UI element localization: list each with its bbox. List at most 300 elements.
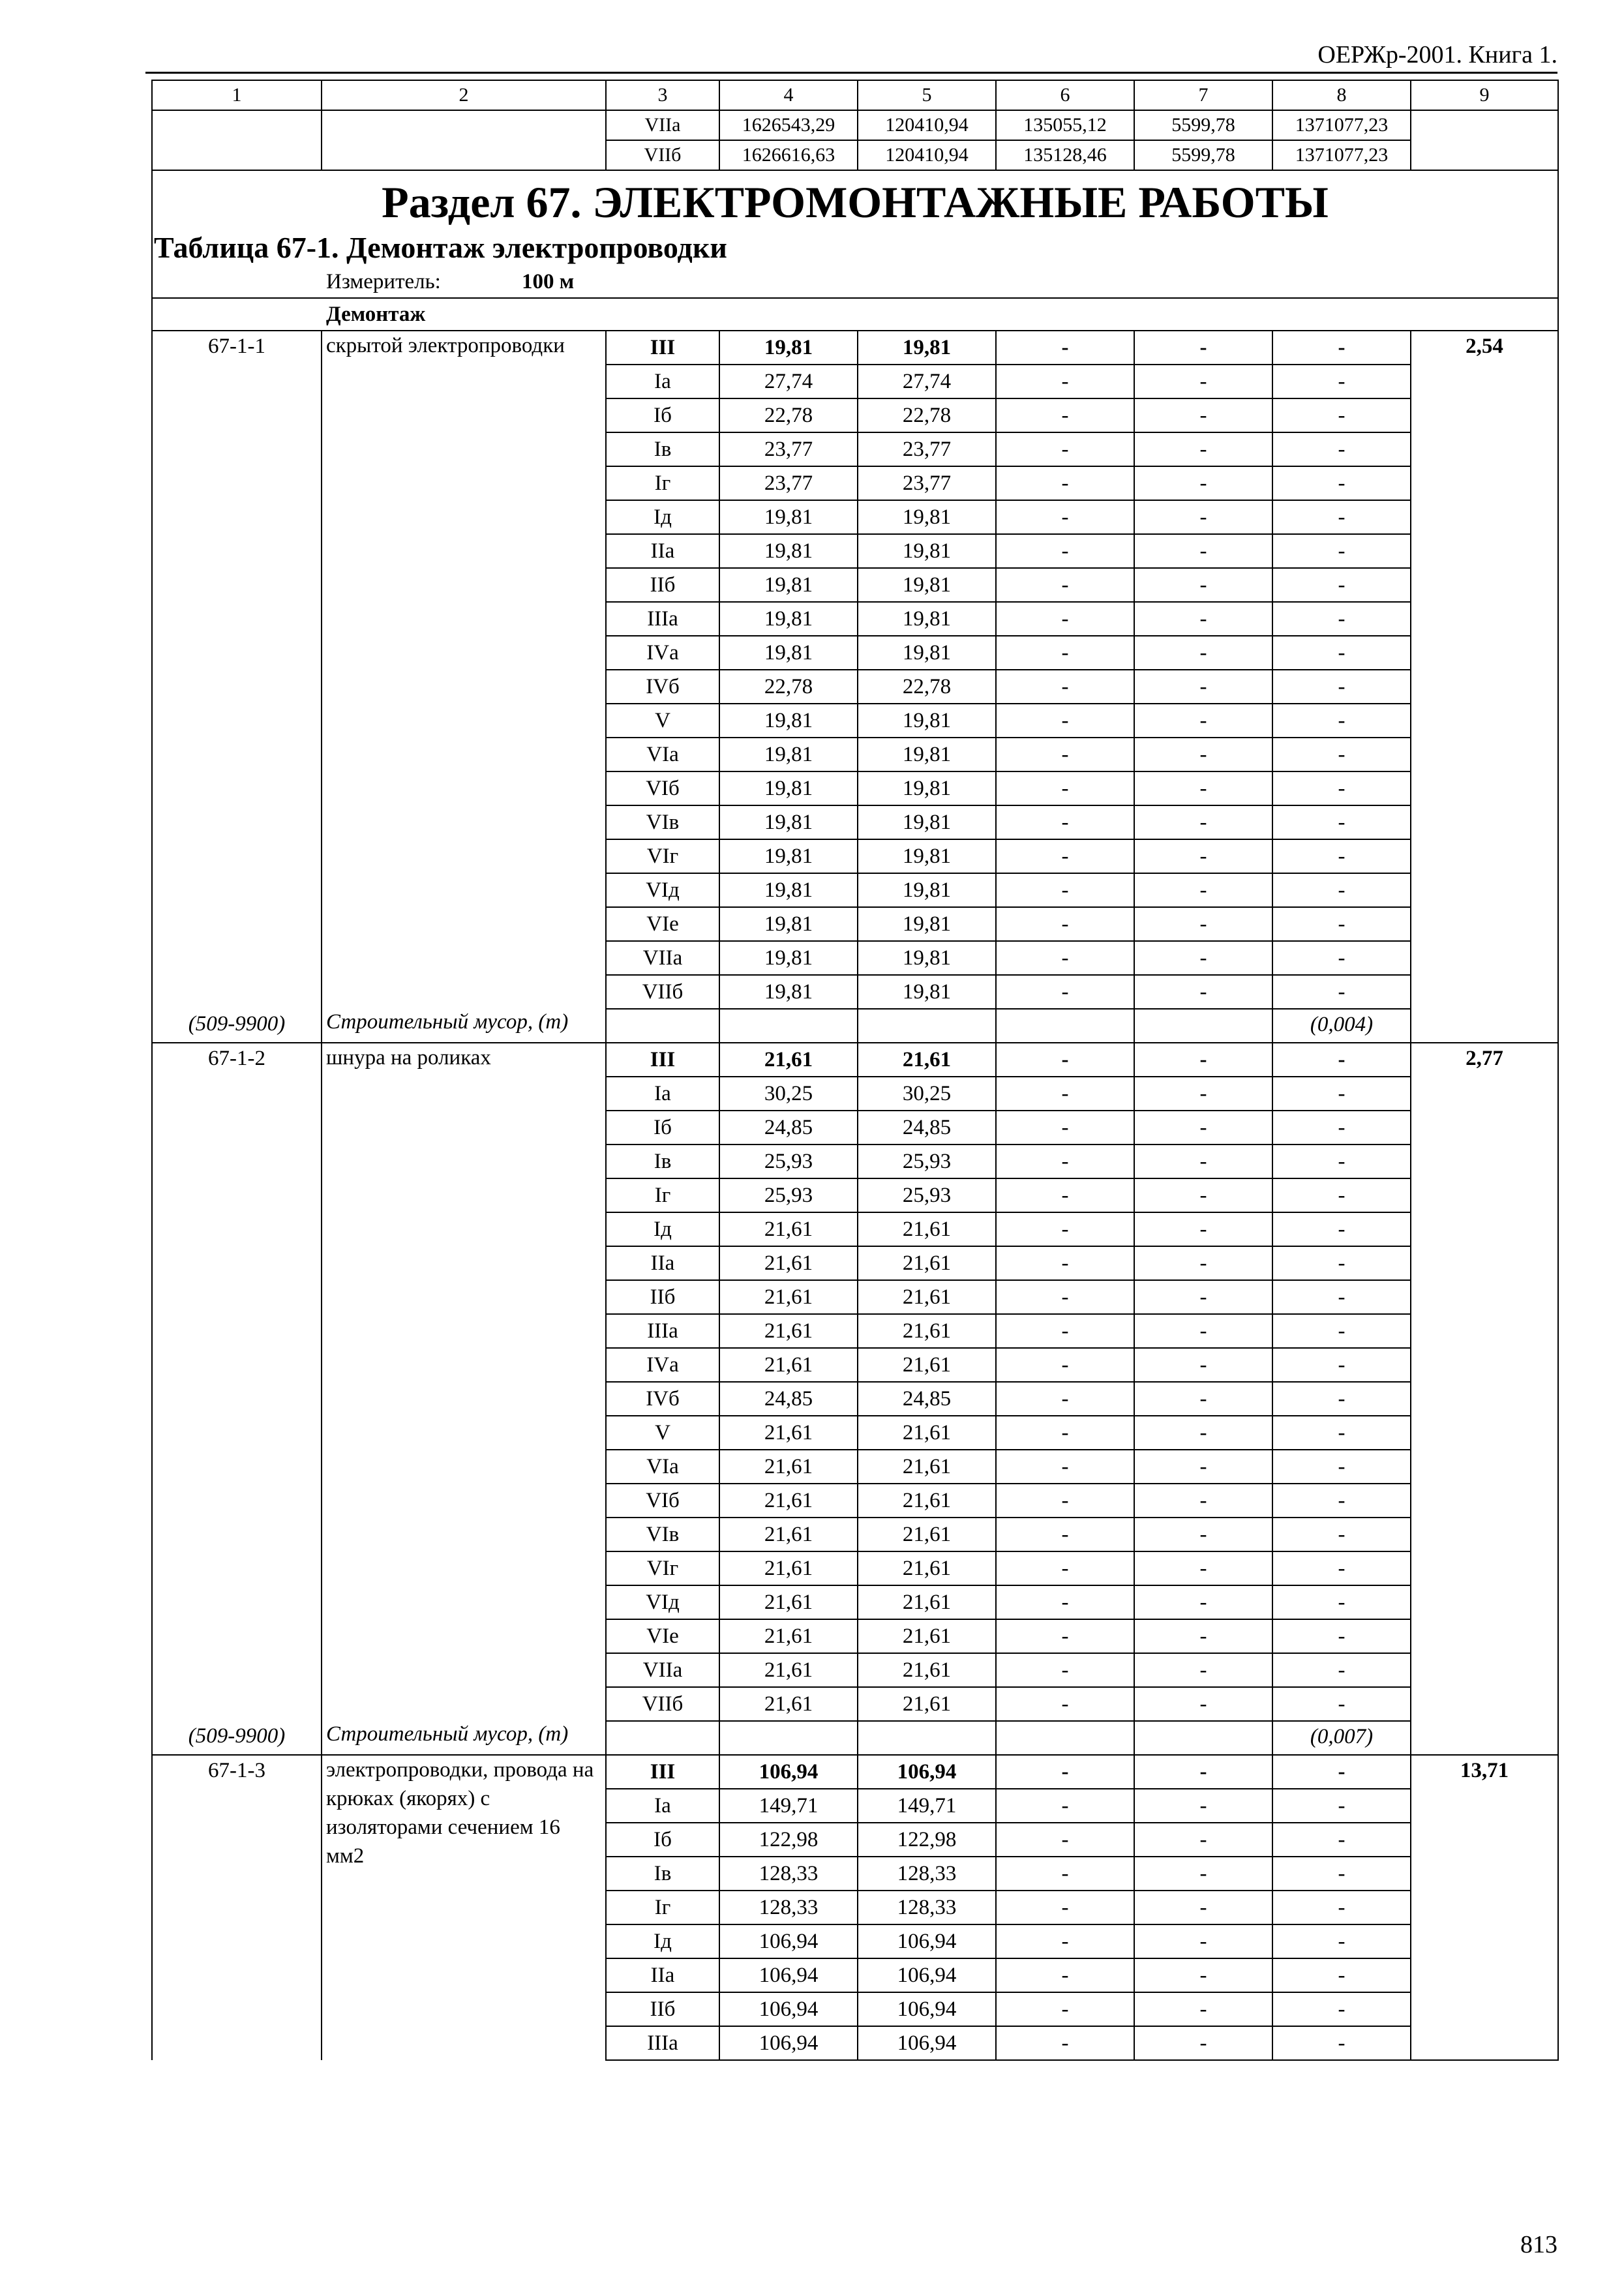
value-cell: 21,61 (719, 1450, 858, 1484)
value-cell: - (1272, 873, 1411, 907)
value-cell: 21,61 (858, 1450, 996, 1484)
value-cell: 19,81 (858, 704, 996, 738)
value-cell: 128,33 (858, 1857, 996, 1891)
zone-cell: Iб (606, 1823, 719, 1857)
value-cell: - (996, 1518, 1134, 1551)
value-cell: - (1272, 1551, 1411, 1585)
zone-cell: VIIб (606, 975, 719, 1009)
value-cell: - (996, 1924, 1134, 1958)
zone-cell: IVб (606, 670, 719, 704)
value-cell: - (1134, 1958, 1272, 1992)
empty-cell (152, 110, 322, 170)
zone-cell: Iа (606, 1789, 719, 1823)
page-header: ОЕРЖр-2001. Книга 1. (145, 40, 1557, 74)
value-cell: - (1272, 1619, 1411, 1653)
value-cell: - (1134, 1178, 1272, 1212)
table-cell: 135128,46 (996, 140, 1134, 170)
table-cell: 5599,78 (1134, 110, 1272, 140)
value-cell: - (1272, 1314, 1411, 1348)
value-cell: - (1272, 738, 1411, 771)
zone-cell: VIIа (606, 941, 719, 975)
empty-cell (996, 1009, 1134, 1043)
zone-cell: VIIб (606, 1687, 719, 1721)
value-cell: - (996, 568, 1134, 602)
table-title-row (152, 230, 1558, 266)
value-cell: - (1272, 1857, 1411, 1891)
value-cell: - (1272, 1144, 1411, 1178)
value-cell: 30,25 (858, 1077, 996, 1111)
value-cell: 19,81 (719, 839, 858, 873)
empty-cell (606, 1009, 719, 1043)
value-cell: - (1272, 1246, 1411, 1280)
value-cell: - (1134, 1518, 1272, 1551)
item-total: 13,71 (1411, 1755, 1558, 2060)
value-cell: - (1272, 1043, 1411, 1077)
value-cell: - (1134, 331, 1272, 365)
value-cell: 19,81 (858, 568, 996, 602)
value-cell: 21,61 (858, 1043, 996, 1077)
value-cell: - (1272, 2026, 1411, 2060)
value-cell: - (996, 1992, 1134, 2026)
value-cell: - (1272, 1789, 1411, 1823)
value-cell: - (996, 1077, 1134, 1111)
value-cell: 25,93 (858, 1178, 996, 1212)
zone-cell: VIа (606, 1450, 719, 1484)
column-number: 8 (1272, 80, 1411, 110)
waste-name: Строительный мусор, (т) (322, 1009, 606, 1043)
value-cell: - (1134, 1924, 1272, 1958)
value-cell: - (1272, 602, 1411, 636)
value-cell: - (1134, 534, 1272, 568)
value-cell: - (996, 1280, 1134, 1314)
empty-cell (322, 110, 606, 170)
item-total: 2,54 (1411, 331, 1558, 1043)
zone-cell: Iв (606, 1144, 719, 1178)
value-cell: - (1134, 738, 1272, 771)
value-cell: - (996, 1314, 1134, 1348)
value-cell: - (996, 839, 1134, 873)
value-cell: 21,61 (719, 1518, 858, 1551)
value-cell: 106,94 (719, 2026, 858, 2060)
value-cell: - (1272, 1382, 1411, 1416)
value-cell: - (996, 704, 1134, 738)
value-cell: - (1272, 670, 1411, 704)
value-cell: - (1272, 941, 1411, 975)
value-cell: - (1272, 839, 1411, 873)
value-cell: - (1134, 1551, 1272, 1585)
column-number: 7 (1134, 80, 1272, 110)
value-cell: - (1134, 1619, 1272, 1653)
value-cell: - (996, 2026, 1134, 2060)
measure-value: 100 м (522, 270, 575, 293)
value-cell: 19,81 (858, 534, 996, 568)
table-cell: 5599,78 (1134, 140, 1272, 170)
value-cell: - (1272, 1653, 1411, 1687)
value-cell: - (1134, 500, 1272, 534)
zone-cell: Iд (606, 1924, 719, 1958)
value-cell: 106,94 (719, 1958, 858, 1992)
value-cell: - (1272, 1450, 1411, 1484)
value-cell: 25,93 (858, 1144, 996, 1178)
zone-cell: Iд (606, 1212, 719, 1246)
value-cell: 19,81 (719, 738, 858, 771)
value-cell: - (1134, 1992, 1272, 2026)
value-cell: 19,81 (719, 873, 858, 907)
value-cell: 106,94 (858, 1958, 996, 1992)
value-cell: - (1134, 941, 1272, 975)
value-cell: 19,81 (858, 907, 996, 941)
value-cell: - (1272, 1348, 1411, 1382)
value-cell: 21,61 (719, 1687, 858, 1721)
value-cell: 19,81 (858, 941, 996, 975)
column-number-row (152, 80, 1558, 110)
value-cell: - (1134, 1891, 1272, 1924)
zone-cell: IVа (606, 1348, 719, 1382)
value-cell: - (1134, 2026, 1272, 2060)
column-number: 5 (858, 80, 996, 110)
value-cell: - (1134, 805, 1272, 839)
value-cell: - (996, 1585, 1134, 1619)
value-cell: 22,78 (719, 670, 858, 704)
value-cell: - (996, 1382, 1134, 1416)
measure-row (152, 266, 1558, 298)
value-cell: 23,77 (719, 466, 858, 500)
empty-cell (1411, 110, 1558, 170)
value-cell: 30,25 (719, 1077, 858, 1111)
value-cell: - (1134, 1857, 1272, 1891)
value-cell: 21,61 (719, 1212, 858, 1246)
value-cell: - (996, 1857, 1134, 1891)
value-cell: 23,77 (858, 466, 996, 500)
value-cell: 19,81 (858, 636, 996, 670)
value-cell: - (1272, 975, 1411, 1009)
value-cell: - (1272, 1280, 1411, 1314)
value-cell: - (1134, 568, 1272, 602)
value-cell: - (1272, 1484, 1411, 1518)
norms-table-container (151, 80, 1557, 2061)
value-cell: - (1272, 704, 1411, 738)
value-cell: 19,81 (719, 907, 858, 941)
value-cell: 22,78 (858, 398, 996, 432)
value-cell: - (1272, 907, 1411, 941)
value-cell: - (996, 602, 1134, 636)
zone-cell: Iг (606, 1891, 719, 1924)
value-cell: - (996, 1212, 1134, 1246)
value-cell: 19,81 (719, 636, 858, 670)
column-number: 4 (719, 80, 858, 110)
table-cell: VIIб (606, 140, 719, 170)
waste-code: (509-9900) (152, 1009, 322, 1043)
value-cell: - (1134, 771, 1272, 805)
empty-cell (719, 1721, 858, 1755)
value-cell: - (1134, 432, 1272, 466)
value-cell: 21,61 (719, 1043, 858, 1077)
value-cell: 19,81 (858, 602, 996, 636)
value-cell: - (1272, 1077, 1411, 1111)
value-cell: 21,61 (719, 1653, 858, 1687)
value-cell: 21,61 (858, 1484, 996, 1518)
value-cell: 19,81 (719, 568, 858, 602)
value-cell: - (996, 331, 1134, 365)
value-cell: 21,61 (719, 1246, 858, 1280)
value-cell: 19,81 (858, 805, 996, 839)
zone-cell: VIIа (606, 1653, 719, 1687)
value-cell: 21,61 (719, 1314, 858, 1348)
table-cell: 120410,94 (858, 140, 996, 170)
value-cell: 21,61 (858, 1653, 996, 1687)
value-cell: - (996, 907, 1134, 941)
value-cell: - (996, 1551, 1134, 1585)
value-cell: - (1272, 1823, 1411, 1857)
zone-cell: Iг (606, 466, 719, 500)
column-number: 6 (996, 80, 1134, 110)
value-cell: - (1134, 466, 1272, 500)
zone-cell: V (606, 1416, 719, 1450)
value-cell: - (996, 534, 1134, 568)
column-number: 1 (152, 80, 322, 110)
zone-cell: Iб (606, 398, 719, 432)
value-cell: - (1272, 1958, 1411, 1992)
zone-cell: IVб (606, 1382, 719, 1416)
value-cell: - (1272, 1924, 1411, 1958)
waste-code: (509-9900) (152, 1721, 322, 1755)
value-cell: - (1272, 1755, 1411, 1789)
value-cell: - (1134, 1077, 1272, 1111)
item-code: 67-1-1 (152, 331, 322, 1009)
zone-cell: Iв (606, 1857, 719, 1891)
measure-label: Измеритель: (326, 270, 441, 293)
value-cell: 149,71 (719, 1789, 858, 1823)
zone-cell: IIIа (606, 1314, 719, 1348)
value-cell: - (996, 1823, 1134, 1857)
zone-cell: VIв (606, 805, 719, 839)
column-number: 9 (1411, 80, 1558, 110)
value-cell: - (1134, 1212, 1272, 1246)
column-number: 2 (322, 80, 606, 110)
value-cell: - (1272, 1111, 1411, 1144)
item-name: шнура на роликах (322, 1043, 606, 1721)
value-cell: - (1272, 1687, 1411, 1721)
zone-cell: VIг (606, 1551, 719, 1585)
page-number: 813 (1520, 2231, 1557, 2258)
value-cell: 122,98 (858, 1823, 996, 1857)
value-cell: - (1272, 771, 1411, 805)
value-cell: - (1134, 1348, 1272, 1382)
table-body (152, 80, 1558, 2060)
item-name: скрытой электропроводки (322, 331, 606, 1009)
value-cell: - (1134, 1144, 1272, 1178)
value-cell: - (1134, 670, 1272, 704)
value-cell: 21,61 (858, 1348, 996, 1382)
value-cell: 24,85 (719, 1111, 858, 1144)
value-cell: - (996, 1789, 1134, 1823)
value-cell: 21,61 (858, 1280, 996, 1314)
zone-cell: VIе (606, 1619, 719, 1653)
value-cell: - (1134, 602, 1272, 636)
value-cell: 106,94 (858, 1992, 996, 2026)
group-label: Демонтаж (152, 298, 1558, 331)
value-cell: - (1134, 907, 1272, 941)
value-cell: - (996, 1450, 1134, 1484)
value-cell: - (996, 1958, 1134, 1992)
empty-cell (1134, 1009, 1272, 1043)
value-cell: - (1272, 1212, 1411, 1246)
zone-cell: Iа (606, 1077, 719, 1111)
value-cell: 23,77 (858, 432, 996, 466)
value-cell: 106,94 (858, 1755, 996, 1789)
value-cell: - (996, 636, 1134, 670)
table-cell: 1371077,23 (1272, 140, 1411, 170)
value-cell: - (1134, 1111, 1272, 1144)
item-code: 67-1-2 (152, 1043, 322, 1721)
table-cell: 1626543,29 (719, 110, 858, 140)
zone-cell: IIб (606, 1280, 719, 1314)
value-cell: - (996, 1348, 1134, 1382)
value-cell: 21,61 (858, 1687, 996, 1721)
value-cell: 21,61 (858, 1212, 996, 1246)
value-cell: 128,33 (719, 1857, 858, 1891)
value-cell: - (1134, 1246, 1272, 1280)
zone-cell: Iг (606, 1178, 719, 1212)
value-cell: - (1134, 1280, 1272, 1314)
table-row (152, 331, 1558, 365)
value-cell: - (1134, 839, 1272, 873)
value-cell: 21,61 (719, 1619, 858, 1653)
item-name: электропроводки, провода на крюках (якорях) с изоляторами сечением 16 мм2 (322, 1755, 606, 2060)
value-cell: - (1272, 1891, 1411, 1924)
table-cell: VIIа (606, 110, 719, 140)
zone-cell: III (606, 1755, 719, 1789)
value-cell: 21,61 (858, 1314, 996, 1348)
zone-cell: III (606, 331, 719, 365)
value-cell: - (1134, 704, 1272, 738)
value-cell: 19,81 (858, 738, 996, 771)
value-cell: 21,61 (858, 1518, 996, 1551)
value-cell: 19,81 (719, 500, 858, 534)
value-cell: - (1272, 331, 1411, 365)
value-cell: - (996, 432, 1134, 466)
value-cell: - (996, 1043, 1134, 1077)
value-cell: - (996, 1891, 1134, 1924)
value-cell: - (1134, 1416, 1272, 1450)
value-cell: 19,81 (858, 771, 996, 805)
group-row (152, 298, 1558, 331)
value-cell: - (996, 1687, 1134, 1721)
value-cell: - (996, 1416, 1134, 1450)
empty-cell (719, 1009, 858, 1043)
zone-cell: IVа (606, 636, 719, 670)
zone-cell: III (606, 1043, 719, 1077)
value-cell: 21,61 (719, 1585, 858, 1619)
value-cell: 21,61 (858, 1416, 996, 1450)
value-cell: - (1134, 365, 1272, 398)
empty-cell (858, 1721, 996, 1755)
value-cell: - (1134, 1823, 1272, 1857)
zone-cell: Iб (606, 1111, 719, 1144)
table-row (152, 1755, 1558, 1789)
value-cell: 106,94 (719, 1992, 858, 2026)
value-cell: - (1272, 500, 1411, 534)
value-cell: - (1272, 398, 1411, 432)
zone-cell: VIд (606, 873, 719, 907)
empty-cell (1134, 1721, 1272, 1755)
waste-value: (0,004) (1272, 1009, 1411, 1043)
waste-name: Строительный мусор, (т) (322, 1721, 606, 1755)
value-cell: - (1134, 975, 1272, 1009)
waste-value: (0,007) (1272, 1721, 1411, 1755)
value-cell: - (1134, 1789, 1272, 1823)
section-title: Раздел 67. ЭЛЕКТРОМОНТАЖНЫЕ РАБОТЫ (152, 170, 1558, 230)
value-cell: 19,81 (719, 704, 858, 738)
zone-cell: V (606, 704, 719, 738)
value-cell: - (1272, 1992, 1411, 2026)
zone-cell: VIг (606, 839, 719, 873)
value-cell: 19,81 (858, 500, 996, 534)
value-cell: - (1134, 1314, 1272, 1348)
value-cell: - (996, 738, 1134, 771)
value-cell: - (996, 398, 1134, 432)
value-cell: 19,81 (719, 805, 858, 839)
table-cell: 135055,12 (996, 110, 1134, 140)
value-cell: - (1134, 1755, 1272, 1789)
value-cell: 19,81 (719, 771, 858, 805)
waste-row (152, 1721, 1558, 1755)
value-cell: - (996, 1755, 1134, 1789)
value-cell: 19,81 (858, 331, 996, 365)
measure (152, 266, 1558, 298)
value-cell: - (1272, 805, 1411, 839)
zone-cell: VIв (606, 1518, 719, 1551)
value-cell: - (1272, 636, 1411, 670)
zone-cell: IIа (606, 534, 719, 568)
table-cell: 1371077,23 (1272, 110, 1411, 140)
value-cell: 19,81 (858, 873, 996, 907)
zone-cell: IIб (606, 1992, 719, 2026)
value-cell: - (996, 975, 1134, 1009)
value-cell: 25,93 (719, 1144, 858, 1178)
zone-cell: VIб (606, 1484, 719, 1518)
zone-cell: IIа (606, 1246, 719, 1280)
value-cell: 106,94 (719, 1924, 858, 1958)
value-cell: - (996, 1144, 1134, 1178)
table-cell: 1626616,63 (719, 140, 858, 170)
value-cell: 21,61 (858, 1585, 996, 1619)
value-cell: - (996, 365, 1134, 398)
value-cell: - (1134, 1484, 1272, 1518)
value-cell: - (1134, 1043, 1272, 1077)
value-cell: 24,85 (858, 1111, 996, 1144)
value-cell: - (1134, 1653, 1272, 1687)
item-total: 2,77 (1411, 1043, 1558, 1755)
value-cell: - (996, 1484, 1134, 1518)
value-cell: - (996, 1111, 1134, 1144)
value-cell: 19,81 (719, 331, 858, 365)
value-cell: 106,94 (719, 1755, 858, 1789)
empty-cell (996, 1721, 1134, 1755)
value-cell: 24,85 (858, 1382, 996, 1416)
zone-cell: IIа (606, 1958, 719, 1992)
waste-row (152, 1009, 1558, 1043)
value-cell: - (1134, 636, 1272, 670)
value-cell: 21,61 (719, 1348, 858, 1382)
value-cell: - (1272, 1178, 1411, 1212)
zone-cell: IIIа (606, 602, 719, 636)
value-cell: 24,85 (719, 1382, 858, 1416)
section-title-row (152, 170, 1558, 230)
value-cell: 21,61 (719, 1484, 858, 1518)
value-cell: - (996, 1653, 1134, 1687)
value-cell: - (996, 500, 1134, 534)
